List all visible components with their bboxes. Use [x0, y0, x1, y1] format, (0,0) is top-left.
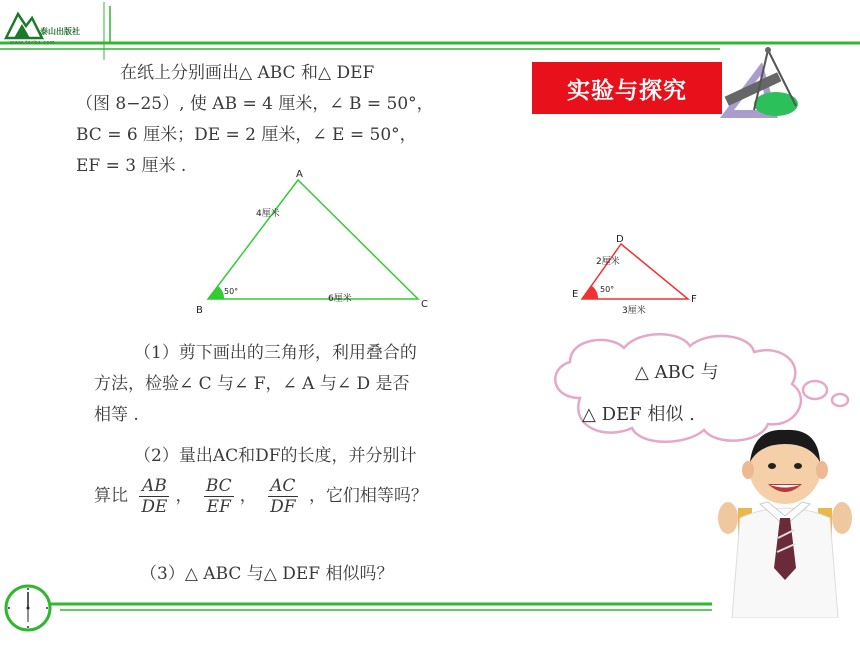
intro-line: 在纸上分别画出△ ABC 和△ DEF [120, 63, 375, 83]
fraction-numerator: AB [139, 476, 169, 497]
geometry-tools-icon [716, 44, 806, 124]
intro-line: （图 8−25）, 使 AB = 4 厘米，∠ B = 50°， [76, 94, 434, 114]
cloud-line-1: △ ABC 与 [635, 362, 719, 383]
fraction-denominator: DF [270, 497, 296, 517]
experiment-badge [532, 62, 722, 114]
fraction-ab-de [139, 476, 169, 517]
intro-line: EF = 3 厘米 . [76, 156, 187, 176]
vertex-e-label: E [572, 289, 579, 300]
boy-illustration [710, 418, 860, 618]
intro-line: BC = 6 厘米；DE = 2 厘米，∠ E = 50°， [76, 125, 417, 145]
logo-url: www.tscbs.com [10, 40, 56, 46]
side-de-label: 2厘米 [596, 257, 620, 267]
question-1-line: 相等 . [94, 405, 139, 425]
fraction-numerator: BC [205, 476, 232, 496]
fraction-numerator: AC [268, 476, 297, 497]
triangle-def [572, 234, 697, 316]
vertex-b-label: B [196, 305, 203, 316]
side-bc-label: 6厘米 [328, 294, 352, 304]
triangle-abc [196, 169, 428, 316]
vertex-f-label: F [691, 294, 697, 305]
fraction-separator: ， [239, 486, 257, 506]
cloud-line-2: △ DEF 相似 . [582, 404, 695, 425]
logo-text: 泰山出版社 [40, 27, 80, 36]
question-2-suffix: ，它们相等吗？ [308, 486, 428, 506]
side-ef-label: 3厘米 [622, 306, 646, 316]
question-1-line: 方法，检验∠ C 与∠ F，∠ A 与∠ D 是否 [94, 374, 410, 394]
side-ab-label: 4厘米 [256, 209, 280, 219]
fraction-denominator: EF [206, 497, 231, 517]
question-2-prefix: 算比 [94, 486, 128, 506]
question-2 [94, 441, 534, 517]
vertex-a-label: A [296, 169, 303, 180]
question-2-line: （2）量出AC和DF的长度，并分别计 [134, 446, 417, 466]
question-1 [94, 338, 534, 431]
question-3: （3）△ ABC 与△ DEF 相似吗？ [140, 564, 394, 584]
question-1-line: （1）剪下画出的三角形，利用叠合的 [134, 343, 417, 363]
intro-paragraph [76, 58, 516, 182]
triangles-figure [170, 168, 730, 328]
vertex-d-label: D [616, 234, 624, 245]
angle-b-label: 50° [224, 287, 239, 296]
fraction-denominator: DE [141, 497, 168, 517]
angle-e-label: 50° [600, 285, 615, 294]
clock-icon [4, 584, 52, 632]
fraction-bc-ef [204, 476, 234, 517]
footer-lines [0, 596, 860, 616]
experiment-badge-label: 实验与探究 [567, 77, 687, 104]
question-2-fractions [94, 476, 534, 517]
fraction-separator: ， [175, 486, 193, 506]
fraction-ac-df [268, 476, 297, 517]
vertex-c-label: C [421, 299, 428, 310]
